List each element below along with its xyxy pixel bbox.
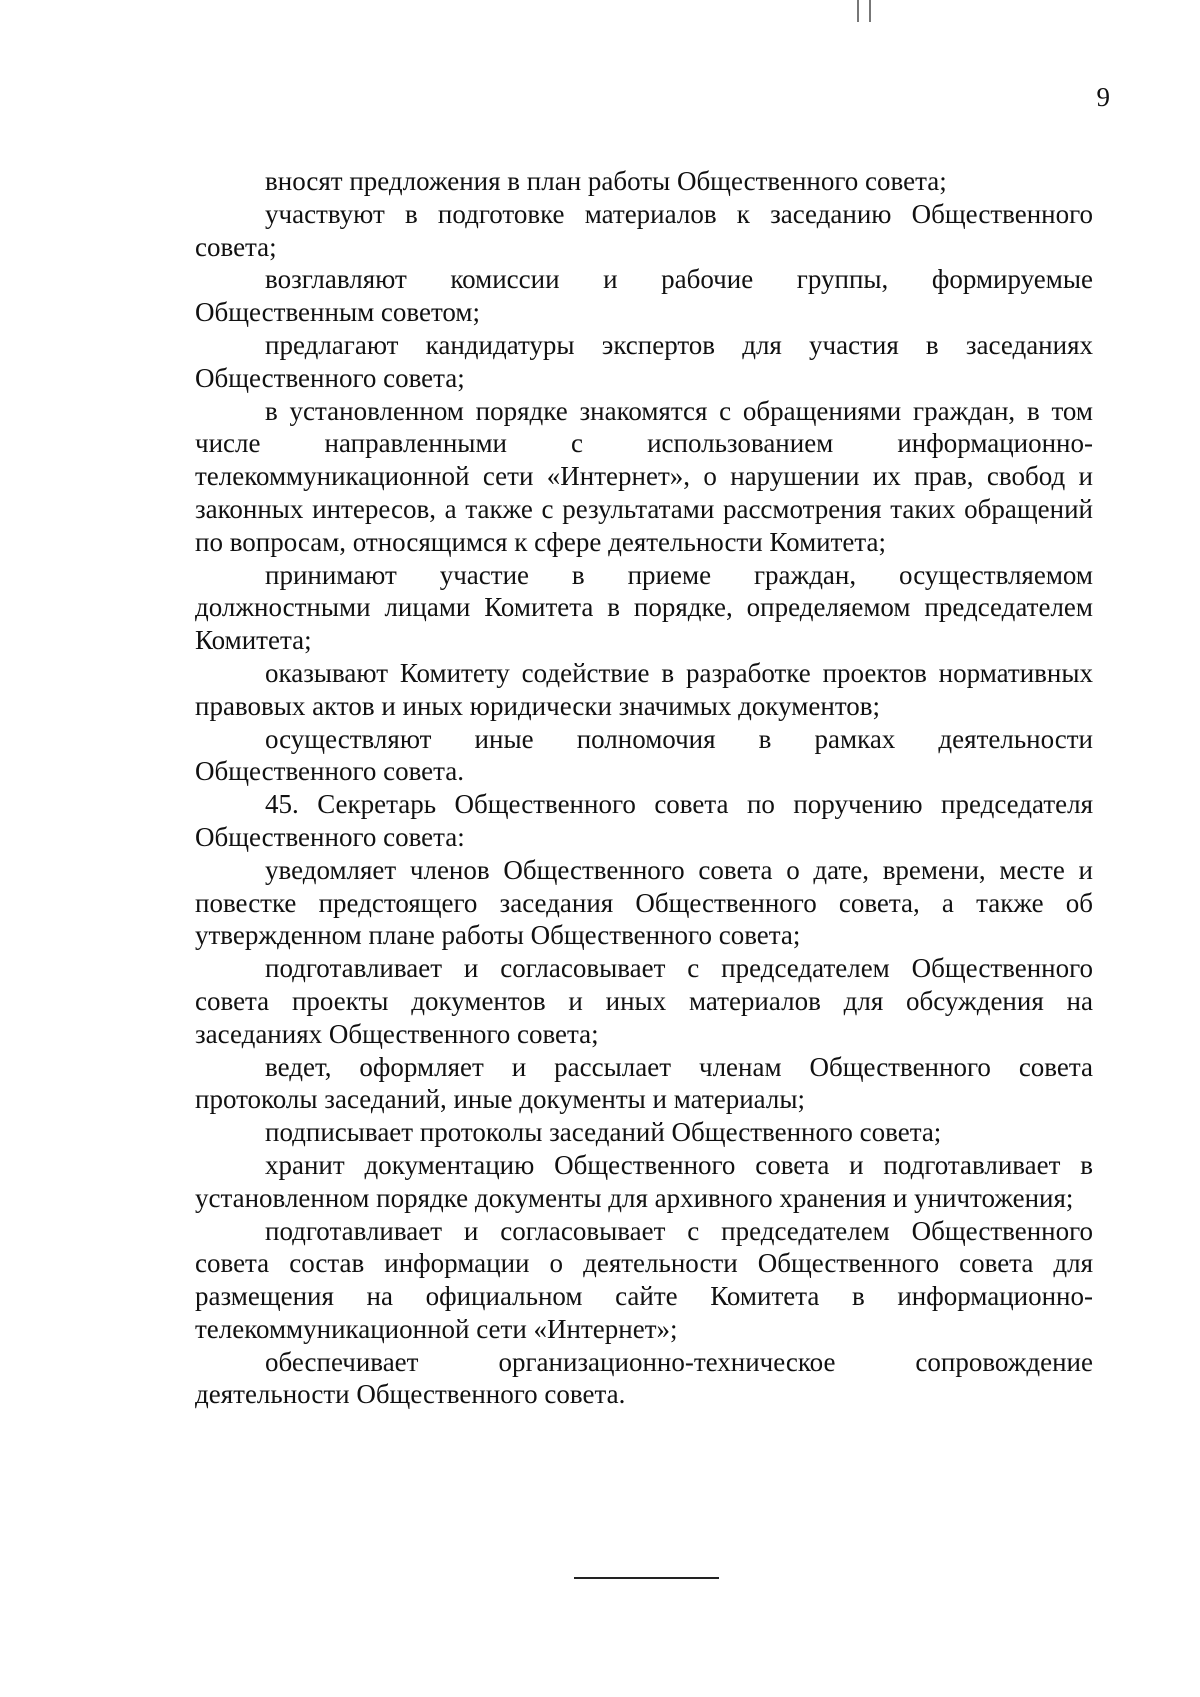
paragraph: возглавляют комиссии и рабочие группы, формируемые Общественным советом; xyxy=(195,264,1093,328)
paragraph: в установленном порядке знакомятся с обращениями граждан, в том числе направленными с использованием информационно-телекоммуникационной сети «Интернет», о нарушении их прав, свобод и законных интересов, а также с результатами рассмотрения таких обращений по вопросам, относящимся к сфере деятельности Комитета; xyxy=(195,395,1093,557)
paragraph: участвуют в подготовке материалов к заседанию Общественного совета; xyxy=(195,198,1093,262)
end-of-document-rule xyxy=(574,1577,719,1579)
paragraph: хранит документацию Общественного совета и подготавливает в установленном порядке документы для архивного хранения и уничтожения; xyxy=(195,1149,1093,1213)
paragraph: уведомляет членов Общественного совета о дате, времени, месте и повестке предстоящего заседания Общественного совета, а также об утвержденном плане работы Общественного совета; xyxy=(195,854,1093,951)
paragraph: подписывает протоколы заседаний Общественного совета; xyxy=(265,1117,942,1148)
page-number: 9 xyxy=(1096,82,1110,112)
paragraph: обеспечивает организационно-техническое сопровождение деятельности Общественного совета. xyxy=(195,1346,1093,1410)
paragraph: подготавливает и согласовывает с председателем Общественного совета состав информации о деятельности Общественного совета для размещения на официальном сайте Комитета в информационно-телекоммуникационной сети «Интернет»; xyxy=(195,1215,1093,1344)
paragraph: предлагают кандидатуры экспертов для участия в заседаниях Общественного совета; xyxy=(195,329,1093,393)
section-heading-paragraph: 45. Секретарь Общественного совета по поручению председателя Общественного совета: xyxy=(195,789,1093,852)
paragraph: принимают участие в приеме граждан, осуществляемом должностными лицами Комитета в порядке, определяемом председателем Комитета; xyxy=(195,559,1093,656)
paragraph: оказывают Комитету содействие в разработке проектов нормативных правовых актов и иных юридически значимых документов; xyxy=(195,657,1093,721)
paragraph: вносят предложения в план работы Общественного совета; xyxy=(265,166,947,196)
scan-artifact xyxy=(857,0,871,22)
document-body xyxy=(195,165,1093,1411)
paragraph: подготавливает и согласовывает с председателем Общественного совета проекты документов и иных материалов для обсуждения на заседаниях Общественного совета; xyxy=(195,953,1093,1049)
paragraph: осуществляют иные полномочия в рамках деятельности Общественного совета. xyxy=(195,723,1093,787)
paragraph: ведет, оформляет и рассылает членам Общественного совета протоколы заседаний, иные документы и материалы; xyxy=(195,1051,1093,1115)
